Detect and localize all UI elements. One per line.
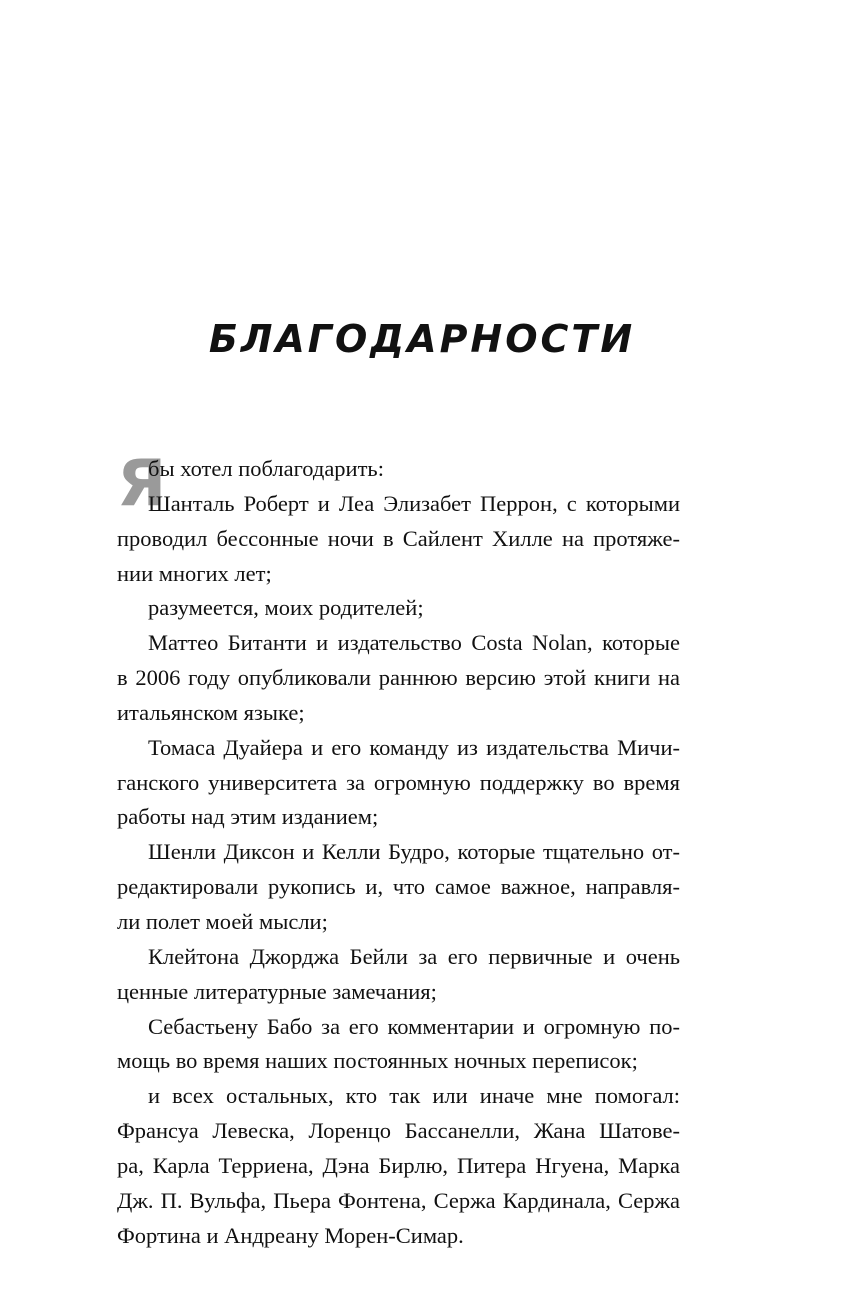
text-line: в 2006 году опубликовали раннюю версию этой книги на (117, 665, 680, 691)
text-line: мощь во время наших постоянных ночных переписок; (117, 1048, 638, 1074)
text-line: Франсуа Левеска, Лоренцо Бассанелли, Жана Шатове- (117, 1118, 680, 1144)
text-line: редактировали рукопись и, что самое важное, направля- (117, 874, 680, 900)
text-line: Маттео Битанти и издательство Costa Nolan, которые (148, 630, 680, 656)
text-line: Шенли Диксон и Келли Будро, которые тщательно от- (148, 839, 680, 865)
text-line: Клейтона Джорджа Бейли за его первичные и очень (148, 943, 680, 969)
text-line: бы хотел поблагодарить: (148, 456, 384, 481)
text-line: Дж. П. Вульфа, Пьера Фонтена, Сержа Кардинала, Сержа (117, 1187, 680, 1213)
text-line: ра, Карла Терриена, Дэна Бирлю, Питера Нгуена, Марка (117, 1152, 680, 1178)
drop-cap-letter: Я (117, 447, 167, 521)
page-title: БЛАГОДАРНОСТИ (208, 317, 636, 361)
text-line: Томаса Дуайера и его команду из издательства Мичи- (148, 734, 680, 760)
text-line: Шанталь Роберт и Леа Элизабет Перрон, с которыми (148, 490, 680, 516)
text-line: Себастьену Бабо за его комментарии и огромную по- (148, 1013, 680, 1039)
text-line: Фортина и Андреану Морен-Симар. (117, 1222, 464, 1248)
text-line: итальянском языке; (117, 699, 305, 725)
text-line: нии многих лет; (117, 560, 272, 586)
text-line: ценные литературные замечания; (117, 978, 437, 1004)
text-line: проводил бессонные ночи в Сайлент Хилле на протяже- (117, 525, 680, 551)
text-line: ли полет моей мысли; (117, 908, 328, 934)
text-line: работы над этим изданием; (117, 804, 379, 830)
text-line: и всех остальных, кто так или иначе мне помогал: (148, 1083, 680, 1109)
acknowledgements-text (117, 447, 680, 1253)
text-line: разумеется, моих родителей; (148, 595, 424, 621)
text-line: ганского университета за огромную поддержку во время (117, 769, 680, 795)
